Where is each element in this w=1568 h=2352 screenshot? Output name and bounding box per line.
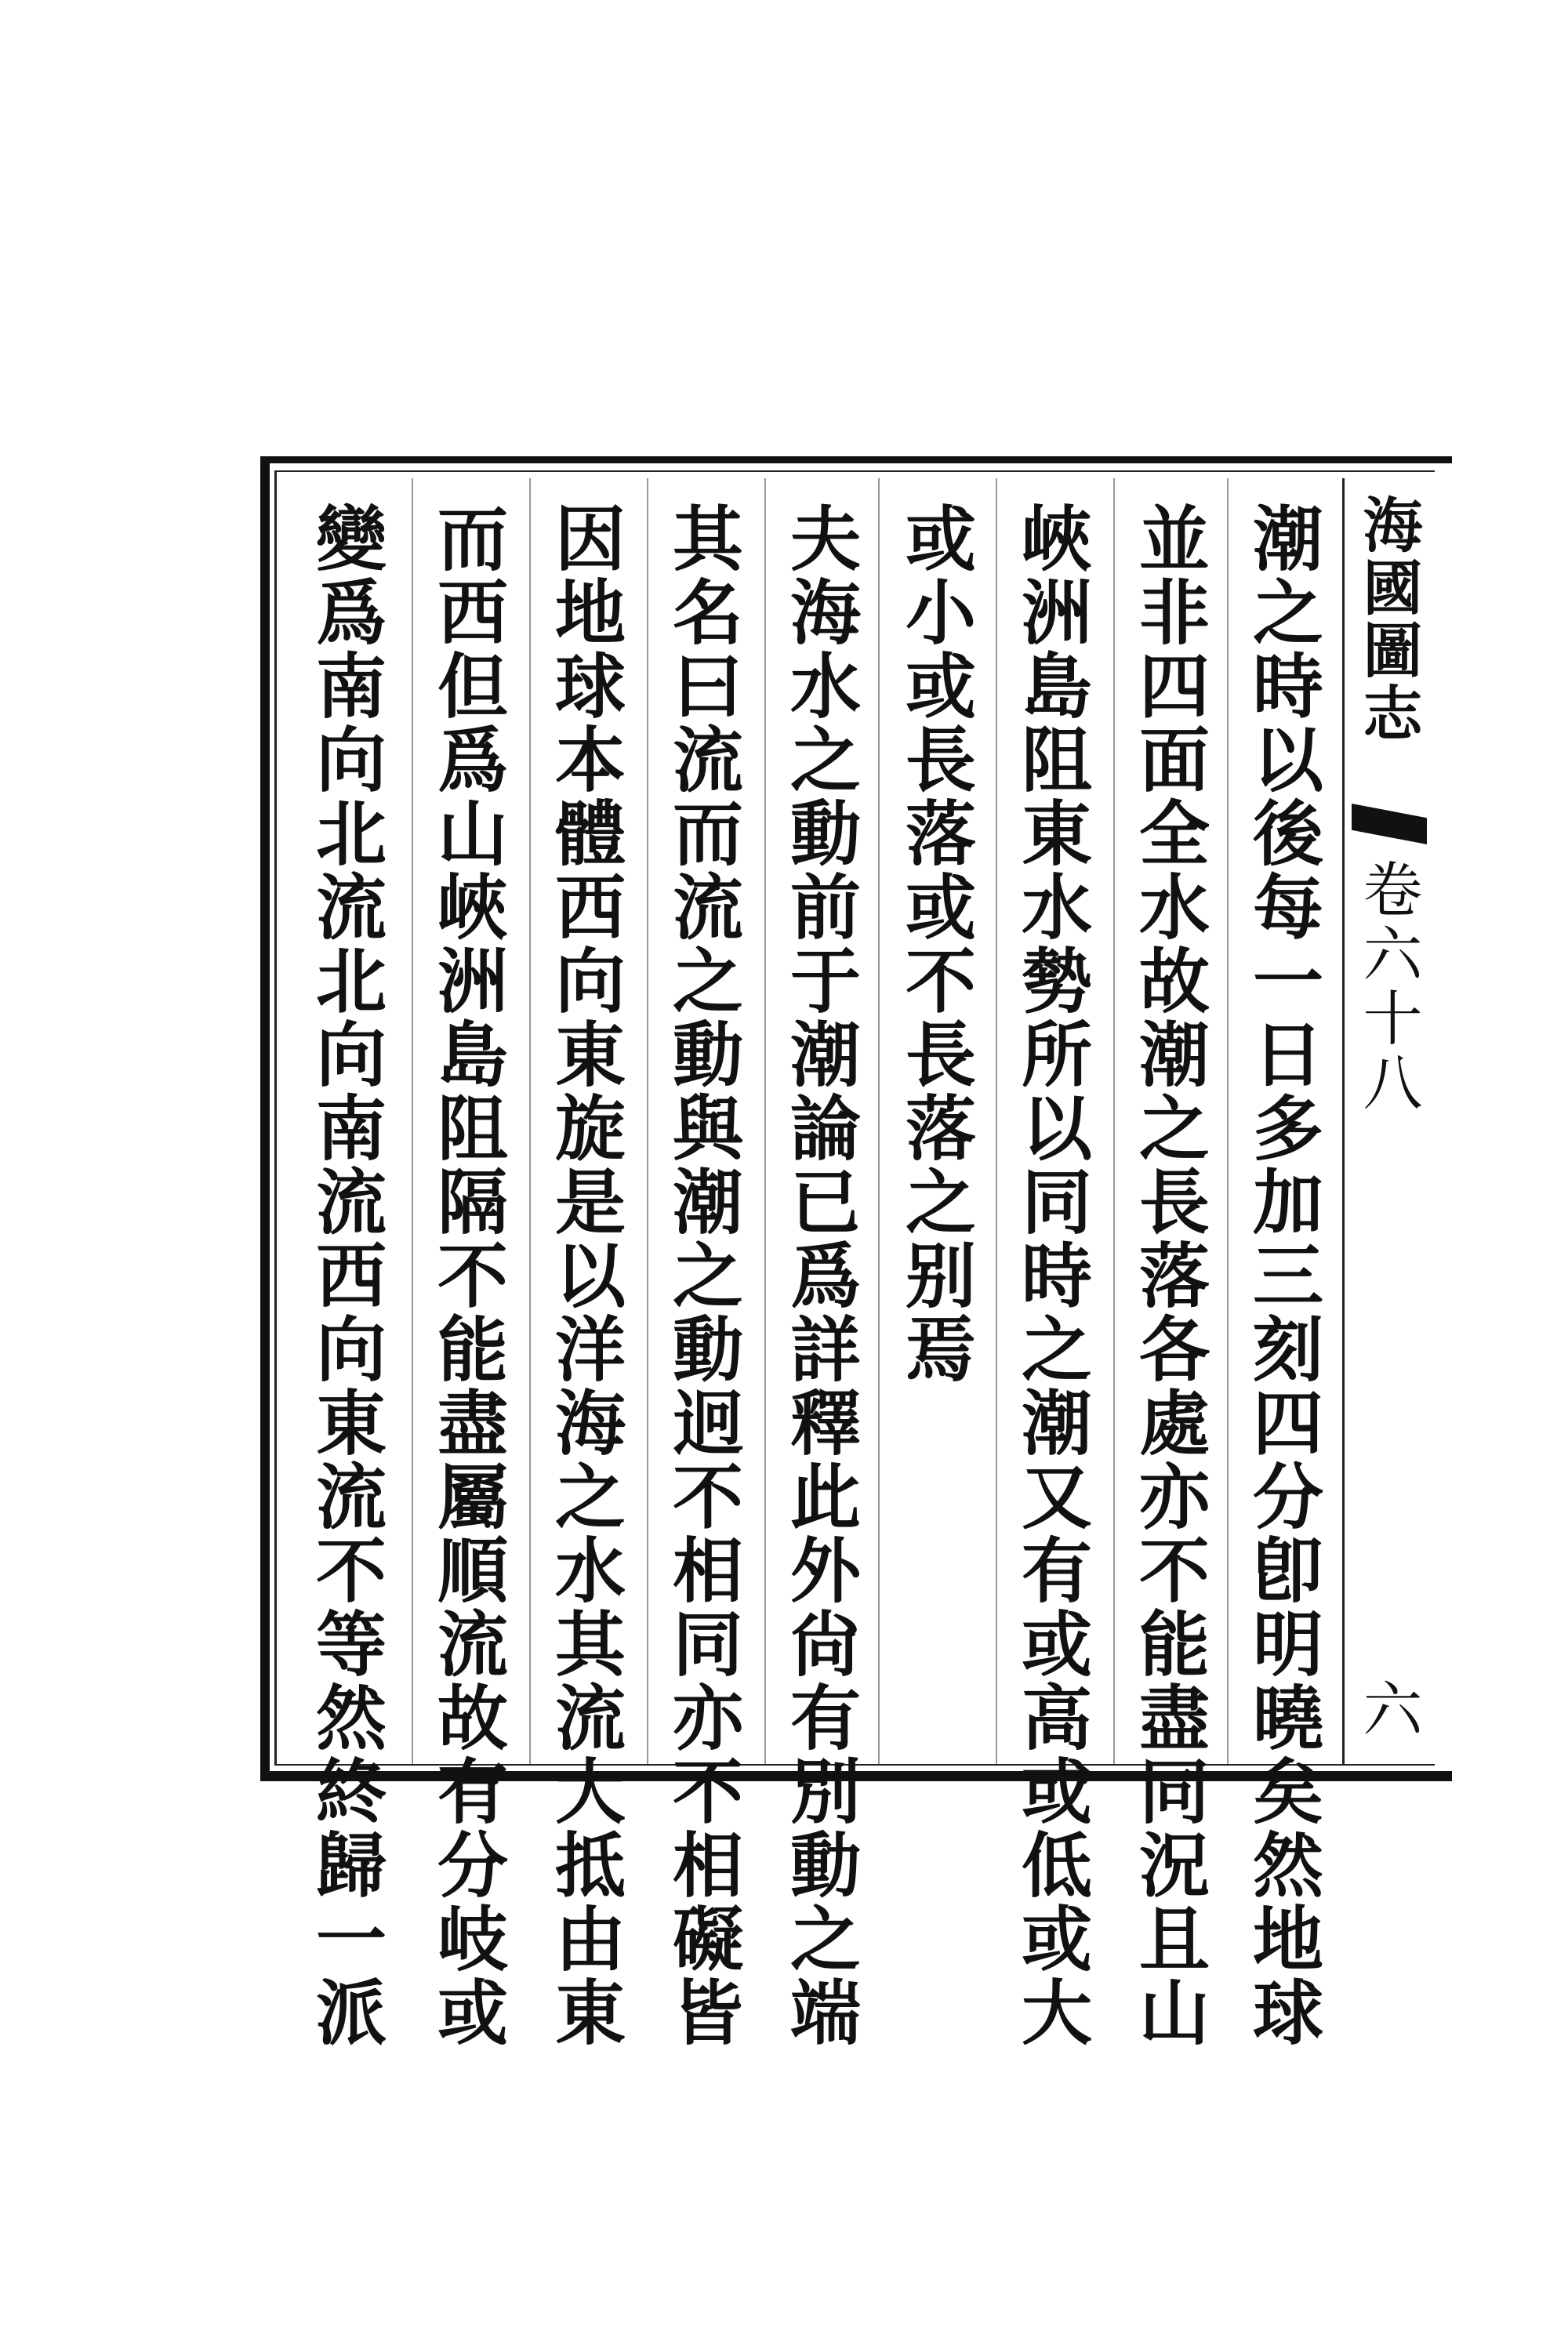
page-number: 六 xyxy=(1353,1678,1423,1737)
text-column-8: 而西但爲山峽洲島阻隔不能盡屬順流故有分岐或 xyxy=(425,502,508,2049)
text-column-9: 變爲南向北流北向南流西向東流不等然終歸一派 xyxy=(303,502,387,2049)
book-title: 海國圖志 xyxy=(1353,494,1423,745)
column-rule xyxy=(996,478,997,1764)
text-column-1: 潮之時以後每一日多加三刻四分卽明曉矣然地球 xyxy=(1240,502,1323,2049)
volume-number: 卷六十八 xyxy=(1353,858,1423,1116)
text-column-7: 因地球本體西向東旋是以洋海之水其流大抵由東 xyxy=(543,502,626,2049)
text-column-2: 並非四面全水故潮之長落各處亦不能盡同況且山 xyxy=(1127,502,1210,2049)
column-rule xyxy=(647,478,648,1764)
column-rule xyxy=(1227,478,1229,1764)
block-edge-column xyxy=(1353,478,1423,1764)
column-rule xyxy=(878,478,880,1764)
text-column-3: 峽洲島阻東水勢所以同時之潮又有或高或低或大 xyxy=(1009,502,1092,2049)
text-column-6: 其名曰流而流之動與潮之動迥不相同亦不相礙皆 xyxy=(660,502,743,2049)
column-rule xyxy=(764,478,766,1764)
column-rule xyxy=(529,478,531,1764)
column-rule xyxy=(412,478,413,1764)
text-column-4: 或小或長落或不長落之别焉 xyxy=(893,502,976,1386)
text-column-5: 夫海水之動前于潮論已爲詳釋此外尙有別動之端 xyxy=(778,502,861,2049)
fishtail-mark-icon xyxy=(1352,804,1427,844)
edge-divider xyxy=(1342,478,1345,1764)
column-rule xyxy=(1113,478,1115,1764)
